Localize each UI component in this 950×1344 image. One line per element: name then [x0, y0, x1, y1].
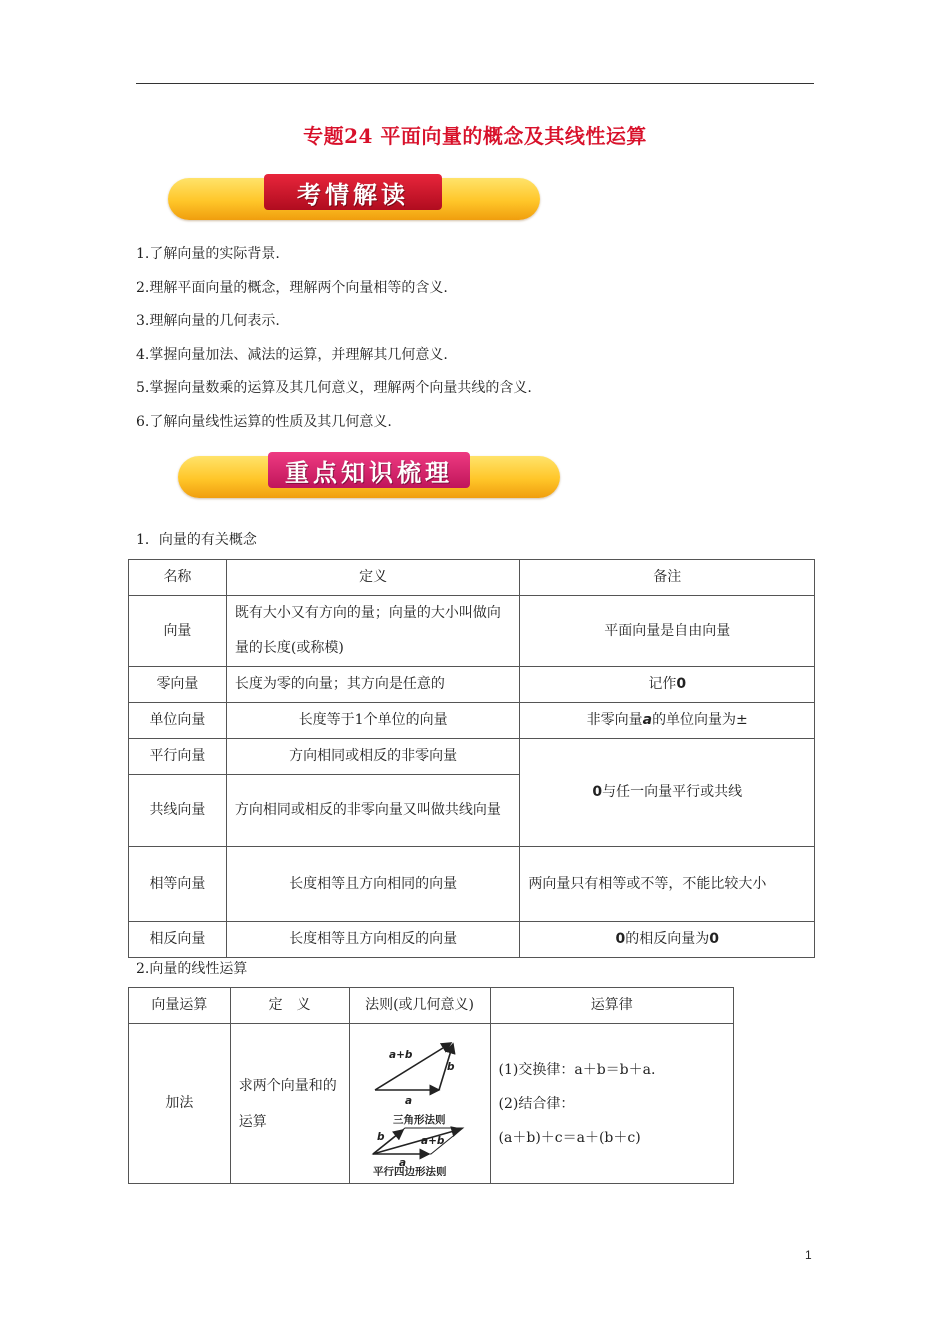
cell-name: 相等向量 — [129, 847, 227, 922]
cell-note — [520, 739, 815, 847]
table-header-row — [129, 560, 815, 596]
table-row — [129, 739, 815, 775]
header-rule: 法则(或几何意义) — [349, 988, 490, 1024]
list-item: 1.了解向量的实际背景. — [136, 246, 280, 262]
cell-definition: 长度相等且方向相同的向量 — [226, 847, 520, 922]
cell-name: 平行向量 — [129, 739, 227, 775]
triangle-rule-diagram — [375, 1043, 455, 1126]
cell-definition: 方向相同或相反的非零向量 — [226, 739, 520, 775]
cell-note — [520, 922, 815, 958]
zero-vector-symbol: 0 — [709, 931, 719, 947]
label-a: a — [404, 1094, 412, 1107]
cell-laws — [490, 1024, 733, 1184]
page-number: 1 — [805, 1248, 812, 1262]
cell-name: 零向量 — [129, 667, 227, 703]
parallelogram-rule-diagram — [373, 1128, 463, 1176]
list-item: 6.了解向量线性运算的性质及其几何意义. — [136, 413, 392, 430]
list-item: 3.理解向量的几何表示. — [136, 313, 280, 329]
cell-definition: 长度等于1个单位的向量 — [226, 703, 520, 739]
cell-note — [520, 667, 815, 703]
commutative-law: (1)交换律：a＋b＝b＋a. — [498, 1061, 656, 1078]
banner-exam-analysis-label: 考情解读 — [264, 174, 442, 210]
page-title: 专题24 平面向量的概念及其线性运算 — [303, 124, 647, 148]
note-text: 的单位向量为± — [652, 712, 748, 728]
table-row — [129, 667, 815, 703]
note-text: 与任一向量平行或共线 — [602, 784, 743, 800]
cell-name: 向量 — [129, 596, 227, 667]
cell-note — [520, 703, 815, 739]
table-header-row — [129, 988, 734, 1024]
header-definition: 定义 — [226, 560, 520, 596]
section-heading-concepts: 1．向量的有关概念 — [136, 532, 257, 548]
objectives-list — [136, 244, 532, 445]
cell-note: 两向量只有相等或不等，不能比较大小 — [520, 847, 815, 922]
header-name: 名称 — [129, 560, 227, 596]
associative-law: (a＋b)＋c＝a＋(b＋c) — [498, 1129, 641, 1146]
banner-key-knowledge — [178, 456, 560, 498]
banner-exam-analysis — [168, 178, 540, 220]
label-sum: a+b — [420, 1134, 444, 1147]
cell-name: 相反向量 — [129, 922, 227, 958]
table-row — [129, 596, 815, 667]
note-text: 的相反向量为 — [625, 931, 710, 947]
header-rule — [136, 83, 814, 84]
label-b: b — [446, 1060, 455, 1073]
header-operation: 向量运算 — [129, 988, 231, 1024]
banner-key-knowledge-label: 重点知识梳理 — [268, 452, 470, 488]
label-sum: a+b — [388, 1048, 412, 1061]
concepts-table — [128, 559, 815, 958]
table-row — [129, 1024, 734, 1184]
table-row — [129, 847, 815, 922]
vector-a-symbol: a — [642, 712, 653, 728]
label-b: b — [376, 1130, 385, 1143]
cell-name: 单位向量 — [129, 703, 227, 739]
cell-definition: 长度相等且方向相反的向量 — [226, 922, 520, 958]
label-a: a — [398, 1156, 406, 1169]
list-item: 5.掌握向量数乘的运算及其几何意义，理解两个向量共线的含义. — [136, 380, 532, 396]
cell-definition: 既有大小又有方向的量；向量的大小叫做向量的长度(或称模) — [226, 596, 520, 667]
zero-vector-symbol: 0 — [615, 931, 626, 947]
vector-addition-diagram — [355, 1028, 485, 1176]
note-text: 记作 — [648, 676, 677, 692]
header-laws: 运算律 — [490, 988, 733, 1024]
cell-rule-diagrams — [349, 1024, 490, 1184]
section-heading-linear-ops: 2.向量的线性运算 — [136, 961, 248, 977]
associative-law-label: (2)结合律： — [498, 1095, 575, 1112]
cell-definition: 求两个向量和的运算 — [230, 1024, 349, 1184]
zero-vector-symbol: 0 — [676, 676, 687, 692]
parallelogram-rule-caption: 平行四边形法则 — [372, 1165, 447, 1176]
table-row — [129, 703, 815, 739]
cell-definition: 方向相同或相反的非零向量又叫做共线向量 — [226, 775, 520, 847]
header-definition: 定 义 — [230, 988, 349, 1024]
cell-name: 共线向量 — [129, 775, 227, 847]
list-item: 4.掌握向量加法、减法的运算，并理解其几何意义. — [136, 346, 448, 363]
zero-vector-symbol: 0 — [592, 784, 603, 800]
cell-note: 平面向量是自由向量 — [520, 596, 815, 667]
linear-operations-table — [128, 987, 734, 1184]
cell-definition: 长度为零的向量；其方向是任意的 — [226, 667, 520, 703]
list-item: 2.理解平面向量的概念，理解两个向量相等的含义. — [136, 279, 448, 296]
header-note: 备注 — [520, 560, 815, 596]
triangle-rule-caption: 三角形法则 — [392, 1113, 446, 1126]
note-text: 非零向量 — [586, 712, 643, 728]
table-row — [129, 922, 815, 958]
cell-operation: 加法 — [129, 1024, 231, 1184]
